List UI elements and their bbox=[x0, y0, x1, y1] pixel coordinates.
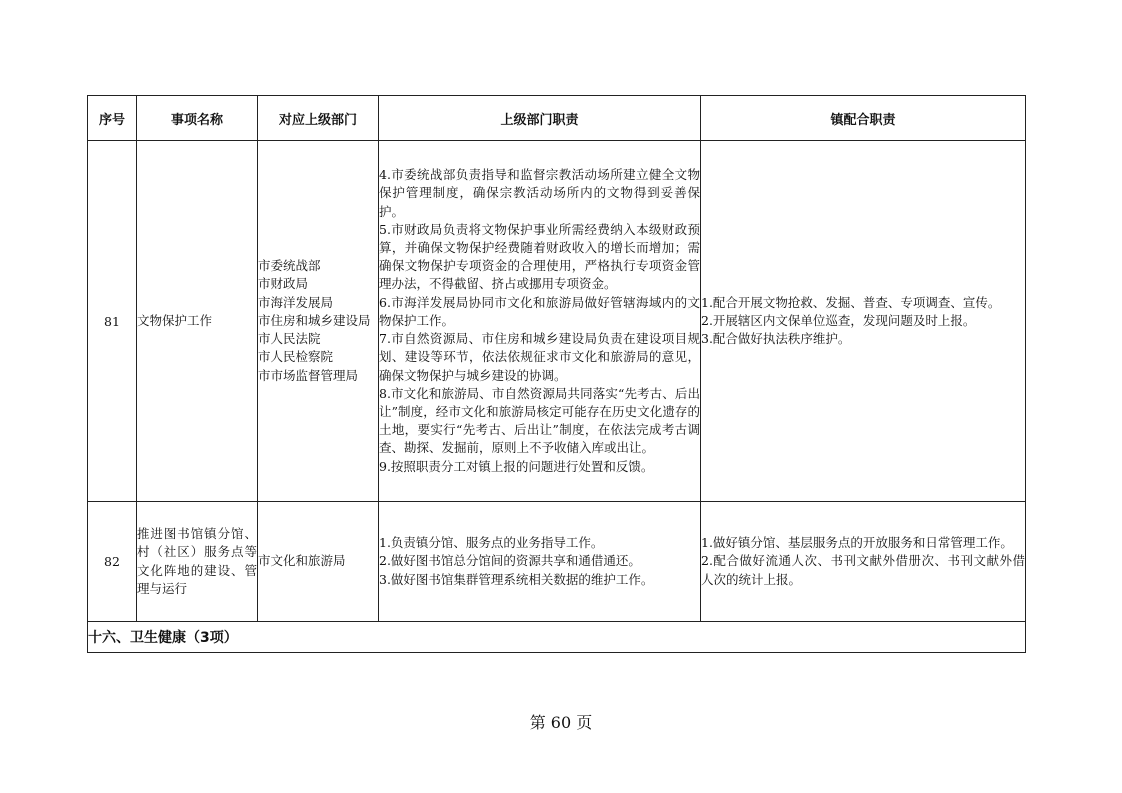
duty-item: 1.做好镇分馆、基层服务点的开放服务和日常管理工作。 bbox=[701, 535, 1013, 551]
town-duties bbox=[701, 502, 1026, 622]
town-duties bbox=[701, 141, 1026, 502]
department-name: 市委统战部 bbox=[258, 258, 321, 274]
table-row bbox=[88, 141, 1026, 502]
duty-item: 3.配合做好执法秩序维护。 bbox=[701, 331, 851, 347]
row-number: 81 bbox=[88, 141, 137, 502]
duty-table bbox=[87, 95, 1026, 653]
header-number: 序号 bbox=[88, 96, 137, 141]
header-item-name: 事项名称 bbox=[137, 96, 258, 141]
duty-item: 2.做好图书馆总分馆间的资源共享和通借通还。 bbox=[379, 553, 641, 569]
department-name: 市人民法院 bbox=[258, 331, 321, 347]
item-name: 文物保护工作 bbox=[137, 141, 258, 502]
duty-item: 3.做好图书馆集群管理系统相关数据的维护工作。 bbox=[379, 571, 654, 587]
duty-item: 2.开展辖区内文保单位巡查，发现问题及时上报。 bbox=[701, 312, 976, 328]
duty-item: 9.按照职责分工对镇上报的问题进行处置和反馈。 bbox=[379, 458, 654, 474]
duty-item: 8.市文化和旅游局、市自然资源局共同落实“先考古、后出让”制度，经市文化和旅游局核定可能存在历史文化遗存的土地，要实行“先考古、后出让”制度，在依法完成考古调查、勘探、发掘前，原则上不予收储入库或出让。 bbox=[379, 385, 700, 456]
header-row bbox=[88, 96, 1026, 141]
item-name: 推进图书馆镇分馆、村（社区）服务点等文化阵地的建设、管理与运行 bbox=[137, 502, 258, 622]
header-department: 对应上级部门 bbox=[258, 96, 379, 141]
duty-item: 2.配合做好流通人次、书刊文献外借册次、书刊文献外借人次的统计上报。 bbox=[701, 553, 1025, 587]
department-name: 市市场监督管理局 bbox=[258, 367, 359, 383]
duty-item: 5.市财政局负责将文物保护事业所需经费纳入本级财政预算，并确保文物保护经费随着财政收入的增长而增加；需确保文物保护专项资金的合理使用，严格执行专项资金管理办法，不得截留、挤占或挪用专项资金。 bbox=[379, 221, 700, 292]
department-list bbox=[258, 141, 379, 502]
section-title: 十六、卫生健康（3项） bbox=[88, 622, 1026, 653]
duty-item: 1.配合开展文物抢救、发掘、普查、专项调查、宣传。 bbox=[701, 294, 1001, 310]
duty-item: 4.市委统战部负责指导和监督宗教活动场所建立健全文物保护管理制度，确保宗教活动场所内的文物得到妥善保护。 bbox=[379, 167, 700, 219]
superior-duties bbox=[379, 141, 701, 502]
department-name: 市人民检察院 bbox=[258, 349, 334, 365]
superior-duties bbox=[379, 502, 701, 622]
department-list bbox=[258, 502, 379, 622]
table-row bbox=[88, 502, 1026, 622]
section-row bbox=[88, 622, 1026, 653]
department-name: 市住房和城乡建设局 bbox=[258, 312, 371, 328]
department-name: 市文化和旅游局 bbox=[258, 553, 346, 569]
header-town-duties: 镇配合职责 bbox=[701, 96, 1026, 141]
department-name: 市财政局 bbox=[258, 276, 309, 292]
duty-item: 1.负责镇分馆、服务点的业务指导工作。 bbox=[379, 535, 604, 551]
row-number: 82 bbox=[88, 502, 137, 622]
page-number: 第 60 页 bbox=[529, 713, 593, 732]
department-name: 市海洋发展局 bbox=[258, 294, 334, 310]
header-superior-duties: 上级部门职责 bbox=[379, 96, 701, 141]
duty-item: 6.市海洋发展局协同市文化和旅游局做好管辖海域内的文物保护工作。 bbox=[379, 294, 700, 328]
duty-item: 7.市自然资源局、市住房和城乡建设局负责在建设项目规划、建设等环节，依法依规征求市文化和旅游局的意见，确保文物保护与城乡建设的协调。 bbox=[379, 331, 700, 383]
